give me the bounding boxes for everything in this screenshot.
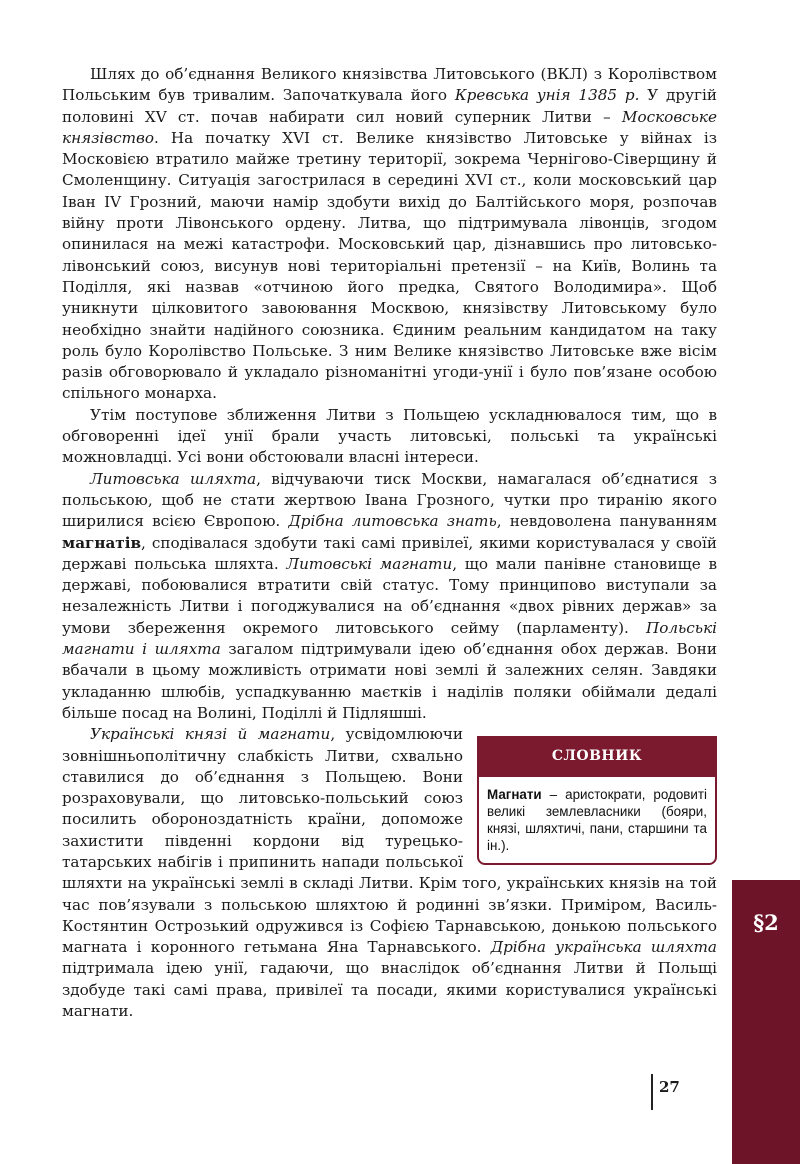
italic-term: Литовська шляхта (90, 469, 257, 488)
bold-term: магнатів (62, 533, 142, 552)
glossary-body (479, 777, 715, 863)
italic-term: Кревська унія 1385 р. (454, 86, 640, 105)
text-run: , що мали панівне становище в державі, побоювалися втратити свій статус. Тому принципово виступали за незалежність Литви і погоджувалися на об’єднання «двох рівних держав» за умови збереження окремого литовського сейму (парламенту). (62, 554, 717, 637)
text-run: Утім поступове зближення Литви з Польщею ускладнювалося тим, що в обговоренні ідеї унії брали участь литовські, польські та українські можновладці. Усі вони обстоювали власні інтереси. (62, 405, 717, 467)
page-number-divider (651, 1074, 653, 1110)
text-run: підтримала ідею унії, гадаючи, що внаслідок об’єднання Литви й Польщі здобуде такі самі права, привілеї та посади, якими користувалися українські магнати. (62, 959, 717, 1021)
main-text (62, 64, 717, 1022)
text-run: загалом підтримували ідею об’єднання обох держав. Вони вбачали в цьому можливість отримати нові землі й залежних селян. Завдяки укладанню шлюбів, успадкуванню маєтків і наділів поляки обіймали дедалі більше посад на Волині, Поділлі й Підляшші. (62, 640, 717, 722)
text-run: , відчуваючи тиск Москви, намагалася об’єднатися з польською, щоб не стати жертвою Івана Грозного, чутки про тиранію якого ширилися всією Європою. (62, 469, 717, 531)
italic-term: Дрібна литовська знать (288, 512, 497, 531)
glossary-title: СЛОВНИК (479, 738, 715, 776)
glossary-box (477, 736, 717, 864)
italic-term: Московське князівство (62, 107, 717, 147)
section-tab-label: §2 (753, 910, 779, 935)
glossary-definition: – аристократи, родовиті великі землевласники (бояри, князі, шляхтичі, пани, старшини та ін.). (487, 786, 707, 853)
text-run: , усвідомлюючи зовнішньополітичну слабкість Литви, схвально ставилися до об’єднання з Польщею. Вони розраховували, що литовсько-польський союз посилить обороноздатність країни, допоможе захистити південні кордони від турецько-татарських набігів і припинить напади польської шляхти на українські землі в складі Литви. Крім того, українських князів на той час пов’язували з польською шляхтою й родинні зв’язки. Приміром, Василь-Костянтин Острозький одружився із Софією Тарнавською, донькою польського магната і коронного гетьмана Яна Тарнавського. (62, 725, 717, 957)
text-run: Шлях до об’єднання Великого князівства Литовського (ВКЛ) з Королівством Польським був тривалим. Започаткувала його (62, 65, 717, 105)
italic-term: Дрібна українська шляхта (490, 938, 717, 957)
text-run: У другій половині XV ст. почав набирати сил новий суперник Литви – (62, 86, 717, 126)
italic-term: Польські магнати і шляхта (62, 618, 717, 659)
italic-term: Литовські магнати (286, 554, 453, 573)
text-run: . На початку XVI ст. Велике князівство Литовське у війнах із Московією втратило майже третину території, зокрема Чернігово-Сіверщину й Смоленщину. Ситуація загострилася в середині XVI ст., коли московський цар Іван IV Грозний, маючи намір здобути вихід до Балтійського моря, розпочав війну проти Лівонського ордену. Литва, що підтримувала лівонців, згодом опинилася на межі катастрофи. Московський цар, дізнавшись про литовсько-лівонський союз, висунув нові територіальні претензії – на Київ, Волинь та Поділля, які назвав «отчиною його предка, Святого Володимира». Щоб уникнути цілковитого завоювання Москвою, князівству Литовському було необхідно знайти надійного союзника. Єдиним реальним кандидатом на таку роль було Королівство Польське. З ним Велике князівство Литовське вже вісім разів обговорювало й укладало різноманітні угоди-унії і було пов’язане особою спільного монарха. (62, 128, 717, 403)
paragraph (62, 64, 717, 405)
text-run: , сподівалася здобути такі самі привілеї, якими користувалася у своїй державі польська шляхта. (62, 533, 717, 573)
text-run: , невдоволена пануванням (496, 512, 717, 531)
paragraph (62, 724, 717, 1022)
paragraph (62, 469, 717, 725)
paragraph (62, 405, 717, 469)
section-tab (732, 880, 800, 1164)
glossary-term: Магнати (487, 786, 542, 802)
page-number: 27 (659, 1078, 680, 1096)
italic-term: Українські князі й магнати (90, 725, 331, 744)
